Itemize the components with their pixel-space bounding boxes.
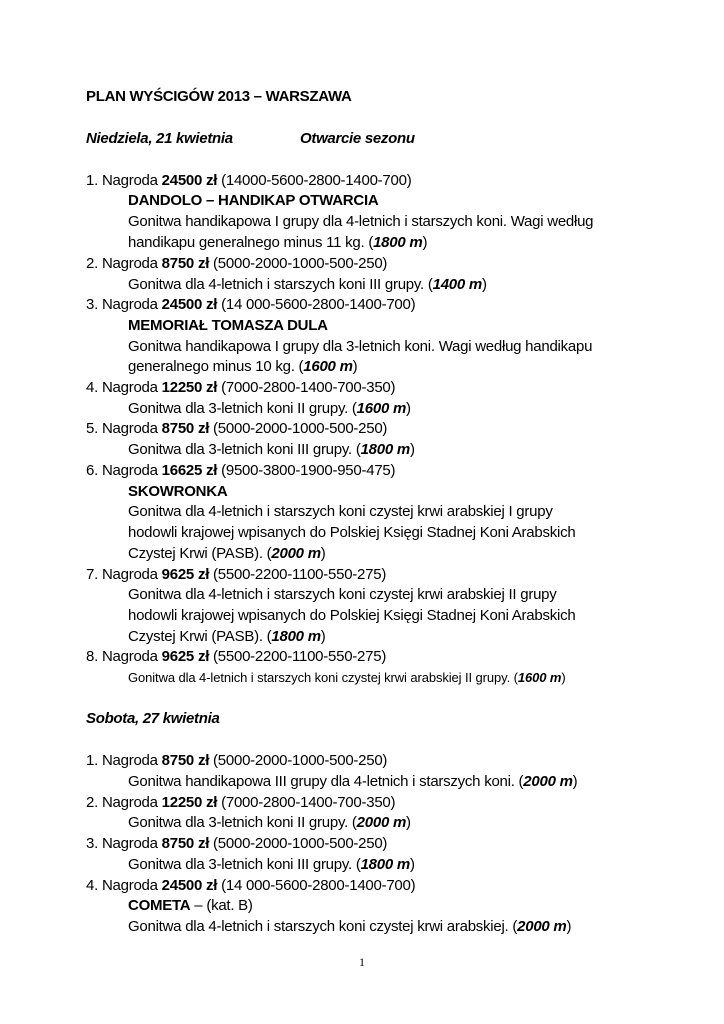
race-name: MEMORIAŁ TOMASZA DULA: [128, 317, 328, 334]
race-header: 1. Nagroda 24500 zł (14000-5600-2800-1400-700): [86, 172, 412, 189]
day-heading: Niedziela, 21 kwietnia: [86, 130, 233, 147]
page-number: 1: [359, 955, 365, 969]
race-description: Gonitwa dla 4-letnich i starszych koni czystej krwi arabskiej II grupy: [128, 586, 557, 603]
race-name-line: COMETA – (kat. B): [128, 897, 253, 914]
race-description: Gonitwa dla 3-letnich koni II grupy. (1600 m): [128, 400, 411, 417]
race-description: Gonitwa handikapowa III grupy dla 4-letnich i starszych koni. (2000 m): [128, 773, 578, 790]
race-header: 8. Nagroda 9625 zł (5500-2200-1100-550-275): [86, 648, 387, 665]
race-header: 2. Nagroda 8750 zł (5000-2000-1000-500-250): [86, 255, 388, 272]
race-description: Gonitwa handikapowa I grupy dla 4-letnich i starszych koni. Wagi według: [128, 213, 594, 230]
race-description: Czystej Krwi (PASB). (1800 m): [128, 628, 326, 645]
race-description: Gonitwa dla 4-letnich i starszych koni czystej krwi arabskiej. (2000 m): [128, 918, 572, 935]
race-description: Gonitwa dla 4-letnich i starszych koni czystej krwi arabskiej I grupy: [128, 503, 553, 520]
race-name: DANDOLO – HANDIKAP OTWARCIA: [128, 192, 379, 209]
race-description: Gonitwa dla 3-letnich koni III grupy. (1800 m): [128, 441, 415, 458]
day-heading: Sobota, 27 kwietnia: [86, 710, 220, 727]
race-description: Gonitwa handikapowa I grupy dla 3-letnich koni. Wagi według handikapu: [128, 338, 593, 355]
race-description: Gonitwa dla 3-letnich koni II grupy. (2000 m): [128, 814, 411, 831]
race-description: generalnego minus 10 kg. (1600 m): [128, 358, 358, 375]
race-header: 4. Nagroda 24500 zł (14 000-5600-2800-1400-700): [86, 877, 416, 894]
race-description: hodowli krajowej wpisanych do Polskiej Księgi Stadnej Koni Arabskich: [128, 607, 576, 624]
race-description: Czystej Krwi (PASB). (2000 m): [128, 545, 326, 562]
race-header: 3. Nagroda 24500 zł (14 000-5600-2800-1400-700): [86, 296, 416, 313]
race-description: Gonitwa dla 3-letnich koni III grupy. (1800 m): [128, 856, 415, 873]
race-header: 3. Nagroda 8750 zł (5000-2000-1000-500-250): [86, 835, 388, 852]
race-description: handikapu generalnego minus 11 kg. (1800 m): [128, 234, 428, 251]
race-name: COMETA: [128, 897, 191, 914]
day-note: Otwarcie sezonu: [300, 130, 415, 147]
race-header: 4. Nagroda 12250 zł (7000-2800-1400-700-350): [86, 379, 396, 396]
race-name: SKOWRONKA: [128, 483, 228, 500]
race-header: 7. Nagroda 9625 zł (5500-2200-1100-550-275): [86, 566, 387, 583]
race-header: 1. Nagroda 8750 zł (5000-2000-1000-500-250): [86, 752, 388, 769]
race-header: 5. Nagroda 8750 zł (5000-2000-1000-500-250): [86, 420, 388, 437]
race-header: 2. Nagroda 12250 zł (7000-2800-1400-700-350): [86, 794, 396, 811]
race-header: 6. Nagroda 16625 zł (9500-3800-1900-950-475): [86, 462, 396, 479]
page-title: PLAN WYŚCIGÓW 2013 – WARSZAWA: [86, 88, 352, 105]
race-description: Gonitwa dla 4-letnich i starszych koni III grupy. (1400 m): [128, 276, 487, 293]
race-description: hodowli krajowej wpisanych do Polskiej Księgi Stadnej Koni Arabskich: [128, 524, 576, 541]
race-description: Gonitwa dla 4-letnich i starszych koni czystej krwi arabskiej II grupy. (1600 m): [128, 670, 566, 685]
